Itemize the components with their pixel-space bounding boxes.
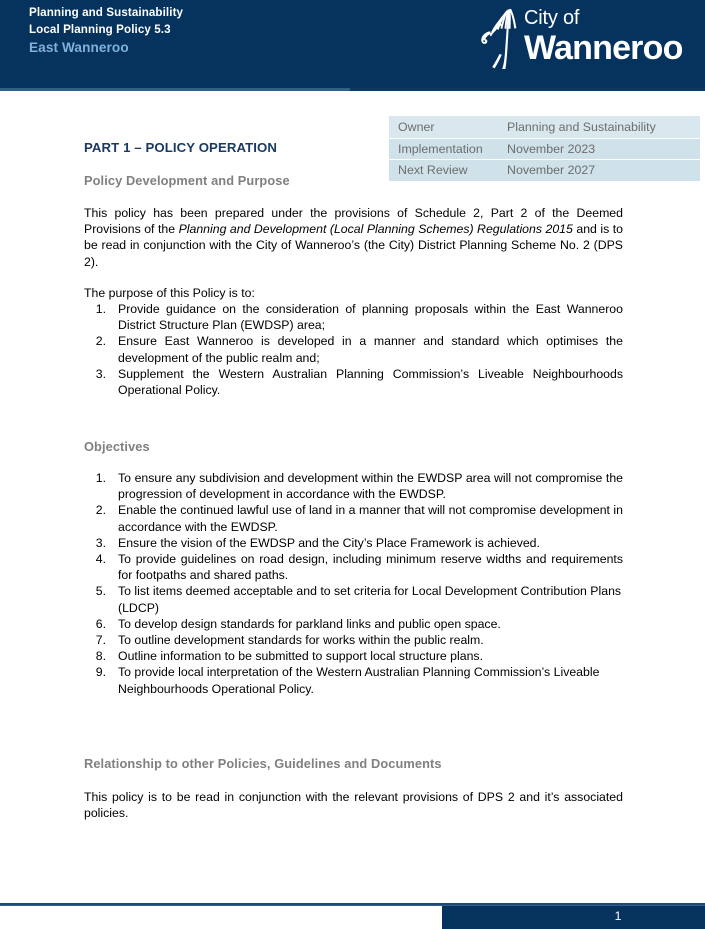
list-item-text: To ensure any subdivision and development within the EWDSP area will not compromise the progression of development in accordance with the EWDSP. (118, 471, 623, 502)
list-item-number: 4. (95, 552, 106, 567)
list-item (84, 551, 623, 583)
list-item-text: To provide guidelines on road design, including minimum reserve widths and requirements for footpaths and shared paths. (118, 552, 623, 583)
list-item (84, 616, 623, 632)
list-item (84, 470, 623, 502)
grasstree-emblem-icon (478, 4, 530, 70)
paragraph-text-b: and is to be read in conjunction with the City of Wanneroo’s (the City) District Planning Scheme No. 2 (DPS 2). (84, 222, 623, 269)
list-item (84, 664, 623, 696)
list-item (84, 366, 623, 398)
paragraph-italic-regulations: Planning and Development (Local Planning Schemes) Regulations 2015 (178, 222, 573, 237)
list-item (84, 333, 623, 365)
section-heading-policy-development: Policy Development and Purpose (84, 173, 290, 188)
list-item-number: 3. (95, 535, 106, 550)
list-item-text: To provide local interpretation of the Western Australian Planning Commission’s Liveable Neighbourhoods Operational Policy. (118, 665, 600, 696)
header-rule-left (0, 88, 350, 91)
list-item-number: 2. (95, 503, 106, 518)
list-item-text: To develop design standards for parkland links and public open space. (118, 616, 501, 631)
city-of-wanneroo-logo (478, 4, 700, 74)
logo-city-of-text: City of (524, 7, 580, 29)
objectives-list (84, 470, 623, 697)
policy-metadata-table (389, 116, 700, 181)
logo-wordmark (524, 8, 683, 65)
metadata-label-owner: Owner (398, 119, 435, 134)
list-item (84, 301, 623, 333)
metadata-label-next-review: Next Review (398, 163, 468, 178)
metadata-value-implementation: November 2023 (507, 141, 596, 156)
metadata-value-owner: Planning and Sustainability (507, 119, 656, 134)
paragraph-relationship: This policy is to be read in conjunction with the relevant provisions of DPS 2 and it’s associated policies. (84, 790, 623, 821)
table-row (389, 138, 700, 160)
footer-block (442, 906, 705, 929)
footer-rule-accent (0, 903, 705, 905)
section-heading-objectives: Objectives (84, 439, 150, 454)
table-row (389, 116, 700, 138)
list-item-number: 1. (95, 471, 106, 485)
list-item (84, 632, 623, 648)
list-item-text: To outline development standards for works within the public realm. (118, 633, 484, 648)
page-title: PART 1 – POLICY OPERATION (84, 140, 278, 155)
list-item-text: Outline information to be submitted to support local structure plans. (118, 649, 483, 664)
paragraph-text-a: This policy has been prepared under the provisions of Schedule 2, Part 2 of the Deemed Provisions of the (84, 206, 623, 237)
section-heading-relationship: Relationship to other Policies, Guidelines and Documents (84, 756, 442, 771)
header-policy-number: Local Planning Policy 5.3 (29, 23, 171, 37)
header-title-group (29, 7, 183, 55)
list-item-text: Supplement the Western Australian Planning Commission’s Liveable Neighbourhoods Operational Policy. (118, 366, 623, 398)
list-item (84, 535, 623, 551)
list-item-text: Ensure the vision of the EWDSP and the City’s Place Framework is achieved. (118, 535, 540, 550)
list-item-number: 1. (95, 302, 106, 316)
metadata-label-implementation: Implementation (398, 141, 483, 156)
header-department: Planning and Sustainability (29, 6, 184, 19)
logo-wanneroo-text: Wanneroo (524, 29, 683, 67)
header-rule-right (350, 88, 705, 91)
metadata-value-next-review: November 2027 (507, 163, 596, 178)
list-item-number: 2. (95, 334, 106, 349)
list-item-text: To list items deemed acceptable and to set criteria for Local Development Contribution Plans (LDCP) (118, 584, 622, 615)
header-policy-subject: East Wanneroo (29, 40, 129, 56)
list-item (84, 502, 623, 534)
list-item-text: Enable the continued lawful use of land in a manner that will not compromise development in accordance with the EWDSP. (118, 503, 623, 534)
table-row (389, 159, 700, 181)
list-item-number: 7. (95, 633, 106, 648)
list-item-number: 8. (95, 649, 106, 664)
list-item-number: 9. (95, 665, 106, 680)
list-item-text: Ensure East Wanneroo is developed in a manner and standard which optimises the development of the public realm and; (118, 334, 623, 365)
purpose-list (84, 301, 623, 398)
list-item (84, 648, 623, 664)
list-item-text: Provide guidance on the consideration of planning proposals within the East Wanneroo District Structure Plan (EWDSP) area; (118, 302, 623, 333)
paragraph-policy-basis (84, 205, 623, 270)
page-number: 1 (614, 909, 622, 923)
document-header (0, 0, 705, 90)
list-item-number: 6. (95, 616, 106, 631)
list-item-number: 3. (95, 366, 106, 381)
list-item-number: 5. (95, 584, 106, 599)
list-item (84, 583, 623, 615)
purpose-intro-text: The purpose of this Policy is to: (84, 286, 255, 300)
